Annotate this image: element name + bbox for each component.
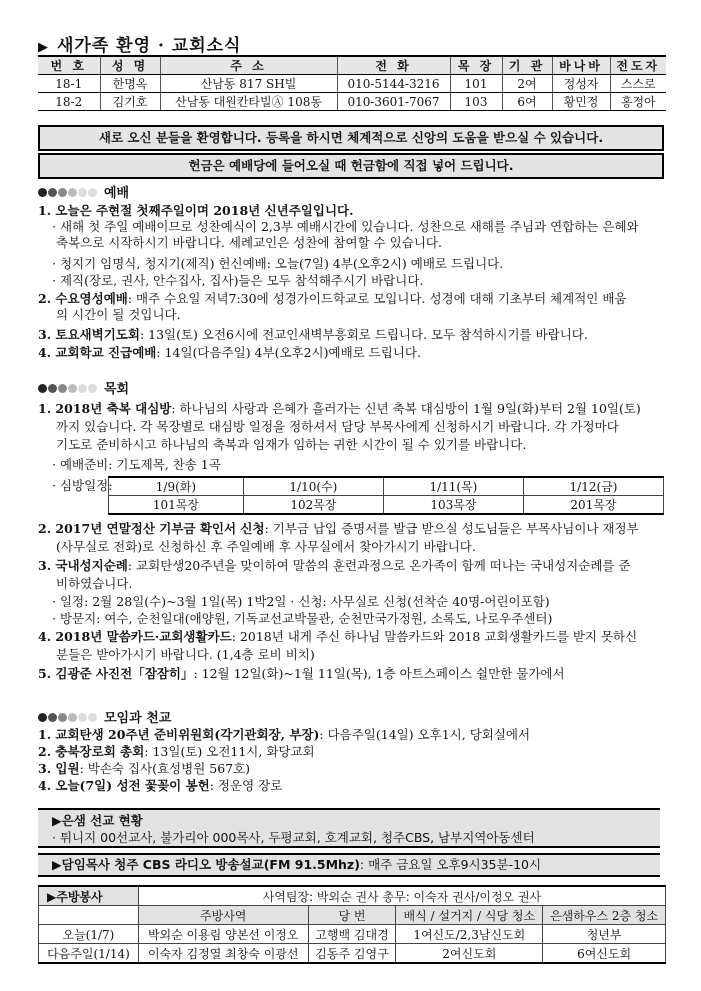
table-cell: 산남동 대원칸타빌Ⓐ 108동	[160, 93, 337, 111]
table-cell: 스스로	[610, 75, 666, 93]
table-cell: 1여신도/2,3남신도회	[396, 925, 543, 944]
meetings-item-4: 4. 오늘(7일) 성전 꽃꽂이 봉헌: 정운영 장로	[38, 778, 283, 793]
table-row	[109, 477, 664, 496]
table-cell: 201목장	[523, 496, 663, 515]
table-cell: 6여신도회	[543, 944, 666, 964]
table-cell: 고행백 김대경	[308, 925, 396, 944]
table-cell: 010-3601-7067	[337, 93, 450, 111]
kitchen-leaders: 사역팀장: 박외순 권사 총무: 이숙자 권사/이정오 권사	[138, 886, 665, 906]
pastoral-item-2-cont: (사무실로 전화)로 신청하신 후 주일예배 후 사무실에서 찾아가시기 바랍니다.	[56, 539, 476, 554]
table-cell: 정성자	[552, 75, 610, 93]
dots-icon	[38, 382, 98, 397]
table-cell: 청년부	[543, 925, 666, 944]
table-cell: 다음주일(1/14)	[39, 944, 139, 964]
column-header: 목 장	[450, 56, 502, 75]
worship-bullet: · 청지기 임명식, 청지기(제직) 헌신예배: 오늘(7일) 4부(오후2시) 예배로 드립니다.	[52, 256, 504, 271]
notice-offering: 헌금은 예배당에 들어오실 때 헌금함에 직접 넣어 드립니다.	[38, 153, 664, 179]
table-cell: 101목장	[109, 496, 244, 515]
column-header: 배식 / 설거지 / 식당 청소	[396, 906, 543, 925]
column-header: 성 명	[100, 56, 160, 75]
table-cell: 산남동 817 SH빌	[160, 75, 337, 93]
worship-item-2: 2. 수요영성예배: 매주 수요일 저녁7:30에 성경가이드학교로 모입니다. 성경에 대해 기초부터 체계적인 배움	[38, 291, 627, 306]
pastoral-item-1: 1. 2018년 축복 대심방: 하나님의 사랑과 은혜가 흘러가는 신년 축복 대심방이 1월 9일(화)부터 2월 10일(토)	[38, 401, 641, 416]
table-cell: 김동주 김영구	[308, 944, 396, 964]
table-cell: 1/10(수)	[243, 477, 383, 496]
radio-box	[38, 853, 660, 877]
pastoral-item-1-cont: 기도로 준비하시고 하나님의 축복과 임재가 임하는 귀한 시간이 될 수 있기를 바랍니다.	[56, 437, 527, 452]
table-row	[39, 925, 666, 944]
table-cell: 오늘(1/7)	[39, 925, 139, 944]
column-header: 번 호	[38, 56, 100, 75]
schedule-label: · 심방일정:	[52, 478, 113, 493]
table-header-row	[39, 906, 666, 925]
dots-icon	[38, 186, 98, 201]
pastoral-bullet: · 일정: 2월 28일(수)~3월 1일(목) 1박2일 · 신청: 사무실로 신청(선착순 40명-어린이포함)	[52, 594, 550, 609]
mission-box	[38, 808, 660, 848]
visitation-schedule-table	[108, 476, 664, 515]
kitchen-service-table	[38, 885, 666, 964]
table-cell: 황민정	[552, 93, 610, 111]
column-header: 바나바	[552, 56, 610, 75]
table-cell: 010-5144-3216	[337, 75, 450, 93]
worship-bullet-cont: 축복으로 시작하시기 바랍니다. 세례교인은 성찬에 참여할 수 있습니다.	[56, 235, 442, 250]
worship-item-2-cont: 의 시간이 될 것입니다.	[56, 307, 181, 322]
table-row	[38, 75, 666, 93]
kitchen-title: ▶주방봉사	[39, 886, 139, 906]
table-cell: 박외순 이용림 양본선 이정오	[138, 925, 308, 944]
pastoral-bullet: · 방문지: 여수, 순천일대(애양원, 기독교선교박물관, 순천만국가정원, 소록도, 나로우주센터)	[52, 611, 553, 626]
table-cell: 김기호	[100, 93, 160, 111]
page-title: ▶ 새가족 환영 · 교회소식	[38, 36, 242, 56]
pastoral-item-3: 3. 국내성지순례: 교회탄생20주년을 맞이하여 말씀의 훈련과정으로 온가족이 함께 떠나는 국내성지순례를 준	[38, 558, 631, 573]
meetings-item-1: 1. 교회탄생 20주년 준비위원회(각기관회장, 부장): 다음주일(14일) 오후1시, 당회실에서	[38, 727, 531, 742]
column-header: 전도자	[610, 56, 666, 75]
pastoral-item-2: 2. 2017년 연말정산 기부금 확인서 신청: 기부금 납입 증명서를 발급 받으실 성도님들은 부목사님이나 재정부	[38, 521, 639, 536]
worship-bullet: · 새해 첫 주일 예배이므로 성찬예식이 2,3부 예배시간에 있습니다. 성찬으로 새해를 주님과 연합하는 은혜와	[52, 219, 639, 234]
table-cell: 1/12(금)	[523, 477, 663, 496]
table-row	[38, 93, 666, 111]
mission-title: ▶은샘 선교 현황	[52, 813, 143, 828]
table-cell: 한명옥	[100, 75, 160, 93]
column-header: 당 번	[308, 906, 396, 925]
pastoral-item-5: 5. 김광준 사진전「잠잠히」: 12월 12일(화)~1월 11일(목), 1층 아트스페이스 쉴만한 물가에서	[38, 666, 565, 681]
dots-icon	[38, 711, 98, 726]
table-cell: 1/9(화)	[109, 477, 244, 496]
table-cell: 101	[450, 75, 502, 93]
table-row	[109, 496, 664, 515]
section-heading-meetings: 모임과 천교	[38, 707, 171, 726]
table-header-row	[38, 56, 666, 75]
triangle-icon: ▶	[38, 40, 49, 55]
mission-list: · 튀니지 00선교사, 불가리아 000목사, 두평교회, 호계교회, 청주CBS, 남부지역아동센터	[52, 830, 535, 845]
worship-item-4: 4. 교회학교 진급예배: 14일(다음주일) 4부(오후2시)예배로 드립니다.	[38, 345, 421, 360]
table-cell: 18-2	[38, 93, 100, 111]
worship-item-1: 1. 오늘은 주현절 첫째주일이며 2018년 신년주일입니다.	[38, 203, 354, 218]
column-header: 은샘하우스 2층 청소	[543, 906, 666, 925]
radio-time: : 매주 금요일 오후9시35분-10시	[359, 857, 542, 872]
table-row	[39, 944, 666, 964]
table-cell: 103목장	[383, 496, 523, 515]
table-cell: 1/11(목)	[383, 477, 523, 496]
table-cell: 이숙자 김정열 최창숙 이광선	[138, 944, 308, 964]
column-header: 전 화	[337, 56, 450, 75]
notice-welcome: 새로 오신 분들을 환영합니다. 등록을 하시면 체계적으로 신앙의 도움을 받으실 수 있습니다.	[38, 125, 664, 151]
meetings-item-2: 2. 충북장로회 총회: 13일(토) 오전11시, 화당교회	[38, 744, 315, 759]
table-cell: 18-1	[38, 75, 100, 93]
column-header: 주 소	[160, 56, 337, 75]
table-cell: 102목장	[243, 496, 383, 515]
radio-title: ▶담임목사 청주 CBS 라디오 방송설교(FM 91.5Mhz)	[52, 857, 360, 872]
table-cell: 2여	[502, 75, 552, 93]
pastoral-item-1-cont: 까지 있습니다. 각 목장별로 대심방 일정을 정하셔서 담당 부목사에게 신청하시기 바랍니다. 각 가정마다	[56, 419, 619, 434]
table-cell: 2여신도회	[396, 944, 543, 964]
section-heading-pastoral: 목회	[38, 378, 129, 397]
worship-item-3: 3. 토요새벽기도회: 13일(토) 오전6시에 전교인새벽부흥회로 드립니다. 모두 참석하시기를 바랍니다.	[38, 327, 588, 342]
table-cell: 홍정아	[610, 93, 666, 111]
pastoral-item-4-cont: 분들은 받아가시기 바랍니다. (1,4층 로비 비치)	[56, 647, 315, 662]
table-title-row	[39, 886, 666, 906]
table-cell: 6여	[502, 93, 552, 111]
column-header: 주방사역	[138, 906, 308, 925]
pastoral-item-3-cont: 비하였습니다.	[56, 576, 133, 591]
worship-bullet: · 제직(장로, 권사, 안수집사, 집사)들은 모두 참석해주시기 바랍니다.	[52, 273, 424, 288]
new-member-table	[38, 55, 666, 111]
pastoral-prep: · 예배준비: 기도제목, 찬송 1곡	[52, 457, 221, 472]
section-heading-worship: 예배	[38, 182, 129, 201]
meetings-item-3: 3. 입원: 박손숙 집사(효성병원 567호)	[38, 761, 251, 776]
column-header: 기 관	[502, 56, 552, 75]
pastoral-item-4: 4. 2018년 말씀카드·교회생활카드: 2018년 내게 주신 하나님 말씀카드와 2018 교회생활카드를 받지 못하신	[38, 629, 638, 644]
table-cell: 103	[450, 93, 502, 111]
